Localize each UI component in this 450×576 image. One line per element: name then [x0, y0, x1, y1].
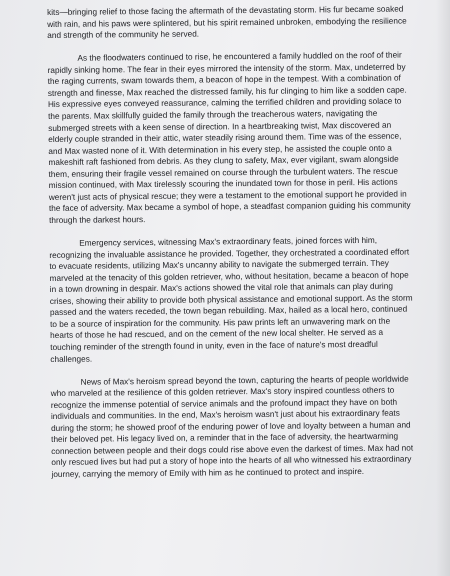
paragraph-continuation: kits—bringing relief to those facing the aftermath of the devastating storm. His fur became soaked with rain, and his paws were splintered, but his spirit remained unbroken, embodying the resilience and strength of the community he served. — [47, 4, 407, 41]
paragraph-emergency-services: Emergency services, witnessing Max's extraordinary feats, joined forces with him, recognizing the invaluable assistance he provided. Together, they orchestrated a coordinated effort to evacuate residents, utilizing Max's uncanny ability to navigate the submerged terrain. They marveled at the tenacity of this golden retriever, who, without hesitation, became a beacon of hope in a town drowning in despair. Max's actions showed the vital role that animals can play during crises, showing their ability to provide both physical assistance and emotional support. As the storm passed and the waters receded, the town began rebuilding. Max, hailed as a local hero, continued to be a source of inspiration for the community. His paw prints left an unwavering mark on the hearts of those he had rescued, and on the cement of the new local shelter. He served as a touching reminder of the strength found in unity, even in the face of nature's most dreadful challenges. — [49, 235, 413, 364]
document-body — [47, 4, 415, 493]
paragraph-news-heroism: News of Max's heroism spread beyond the town, capturing the hearts of people worldwide who marveled at the resilience of this golden retriever. Max's story inspired countless others to recognize the immense potential of service animals and the profound impact they have on both individuals and communities. In the end, Max's heroism wasn't just about his extraordinary feats during the storm; he showed proof of the enduring power of love and loyalty between a human and their beloved pet. His legacy lived on, a reminder that in the face of adversity, the heartwarming connection between people and their dogs could rise above even the darkest of times. Max had not only rescued lives but had put a story of hope into the hearts of all who witnessed his extraordinary journey, carrying the memory of Emily with him as he continued to protect and inspire. — [50, 374, 414, 479]
paragraph-floodwaters: As the floodwaters continued to rise, he encountered a family huddled on the roof of their rapidly sinking home. The fear in their eyes mirrored the intensity of the storm. Max, undeterred by the raging currents, swam towards them, a beacon of hope in the tempest. With a combination of strength and finesse, Max reached the distressed family, his fur clinging to him like a sodden cape. His expressive eyes conveyed reassurance, calming the terrified children and providing solace to the parents. Max skillfully guided the family through the treacherous waters, navigating the submerged streets with a keen sense of direction. In a heartbreaking twist, Max discovered an elderly couple stranded in their attic, water steadily rising around them. Time was of the essence, and Max wasted none of it. With determination in his every step, he assisted the couple onto a makeshift raft fashioned from debris. As they clung to safety, Max, ever vigilant, swam alongside them, ensuring their fragile vessel remained on course through the turbulent waters. The rescue mission continued, with Max tirelessly scouring the inundated town for those in peril. His actions weren't just acts of physical rescue; they were a testament to the emotional support he provided in the face of adversity. Max became a symbol of hope, a steadfast companion guiding his community through the darkest hours. — [47, 50, 411, 225]
page-edge-shadow — [436, 0, 450, 576]
